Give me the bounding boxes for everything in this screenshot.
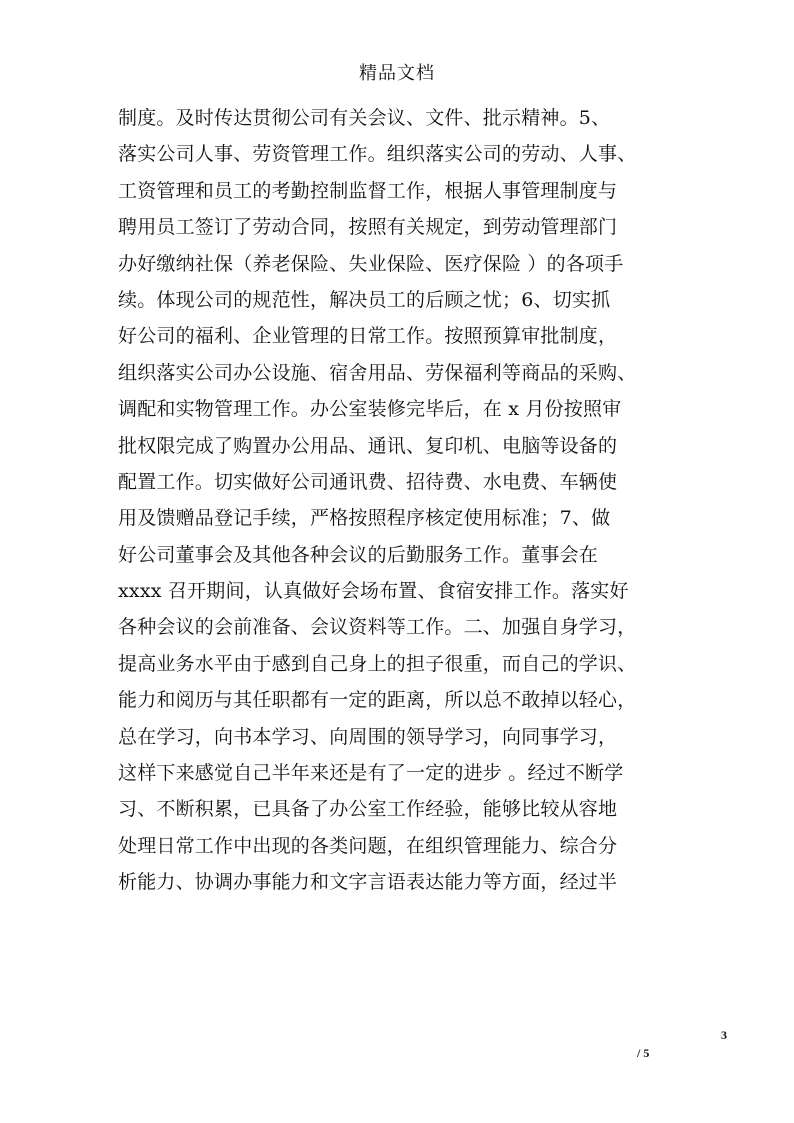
body-line: 聘用员工签订了劳动合同，按照有关规定，到劳动管理部门 [118, 216, 618, 239]
body-line: 配置工作。切实做好公司通讯费、招待费、水电费、车辆使 [118, 470, 618, 493]
document-body [118, 100, 678, 901]
body-line: 析能力、协调办事能力和文字言语表达能力等方面，经过半 [118, 871, 618, 894]
body-line: 处理日常工作中出现的各类问题，在组织管理能力、综合分 [118, 834, 618, 857]
body-line: 批权限完成了购置办公用品、通讯、复印机、电脑等设备的 [118, 434, 618, 457]
body-line: 制度。及时传达贯彻公司有关会议、文件、批示精神。5、 [118, 107, 611, 129]
body-line: 总在学习，向书本学习、向周围的领导学习，向同事学习， [118, 725, 618, 748]
body-line: 好公司董事会及其他各种会议的后勤服务工作。董事会在 [118, 543, 599, 566]
body-line: 组织落实公司办公设施、宿舍用品、劳保福利等商品的采购、 [118, 361, 637, 384]
body-line: 这样下来感觉自己半年来还是有了一定的进步 。经过不断学 [118, 762, 624, 785]
page-total: / 5 [637, 1046, 650, 1060]
body-line: 习、不断积累，已具备了办公室工作经验，能够比较从容地 [118, 798, 618, 821]
body-line: 能力和阅历与其任职都有一定的距离，所以总不敢掉以轻心， [118, 689, 637, 712]
body-line: xxxx 召开期间，认真做好会场布置、食宿安排工作。落实好 [118, 580, 629, 603]
body-line: 提高业务水平由于感到自己身上的担子很重，而自己的学识、 [118, 652, 637, 675]
body-line: 各种会议的会前准备、会议资料等工作。二、加强自身学习， [118, 616, 637, 639]
body-line: 用及馈赠品登记手续，严格按照程序核定使用标准；7、做 [118, 507, 611, 530]
body-line: 落实公司人事、劳资管理工作。组织落实公司的劳动、人事、 [118, 143, 637, 166]
body-line: 调配和实物管理工作。办公室装修完毕后，在 x 月份按照审 [118, 398, 622, 421]
body-line: 好公司的福利、企业管理的日常工作。按照预算审批制度， [118, 325, 618, 348]
body-line: 办好缴纳社保（养老保险、失业保险、医疗保险 ）的各项手 [118, 252, 624, 275]
body-line: 续。体现公司的规范性，解决员工的后顾之忧；6、切实抓 [118, 288, 611, 311]
document-header: 精品文档 [359, 63, 435, 84]
body-line: 工资管理和员工的考勤控制监督工作，根据人事管理制度与 [118, 179, 618, 202]
page-number: 3 [721, 1028, 727, 1042]
